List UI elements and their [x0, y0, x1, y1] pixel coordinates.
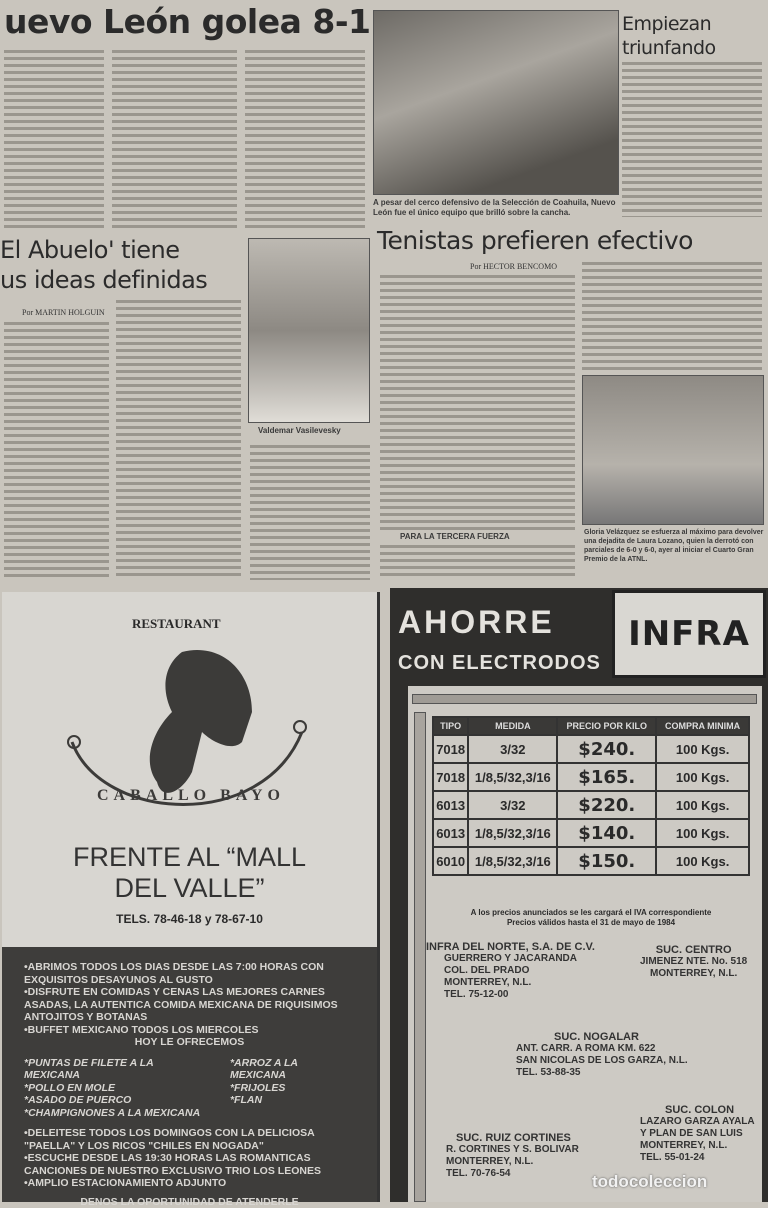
price-note [432, 908, 750, 928]
branch-line: TEL. 55-01-24 [640, 1152, 755, 1164]
article-body-text [245, 50, 365, 230]
restaurant-ad [2, 592, 380, 1202]
branch-line: MONTERREY, N.L. [640, 1140, 755, 1152]
table-row [433, 763, 749, 791]
abuelo-headline-line1: El Abuelo' tiene [0, 235, 207, 265]
article-body-text [4, 50, 104, 230]
branch-line: JIMENEZ NTE. No. 518 [640, 956, 747, 968]
side-headline-line1: Empiezan [622, 12, 716, 36]
price-table [432, 716, 750, 876]
cell: 100 Kgs. [656, 791, 749, 819]
col-header-minima: COMPRA MINIMA [656, 717, 749, 735]
cell: 1/8,5/32,3/16 [468, 819, 557, 847]
side-headline [622, 12, 716, 60]
restaurant-location [2, 842, 377, 904]
branch-colon [640, 1104, 755, 1164]
restaurant-phones: TELS. 78-46-18 y 78-67-10 [2, 912, 377, 926]
table-row [433, 791, 749, 819]
branch-line: ANT. CARR. A ROMA KM. 622 [516, 1043, 688, 1055]
tennis-photo-caption: Gloria Velázquez se esfuerza al máximo para devolver una dejadita de Laura Lozano, quien la derrotó con parciales de 6-0 y 6-0, ayer al iniciar el Cuarto Gran Premio de la ATNL. [584, 528, 764, 564]
closing-line: DENOS LA OPORTUNIDAD DE ATENDERLE [24, 1196, 355, 1208]
table-row [433, 819, 749, 847]
infra-title: AHORRE [398, 604, 555, 641]
tenis-subhead: PARA LA TERCERA FUERZA [400, 532, 510, 542]
restaurant-label: RESTAURANT [132, 616, 221, 632]
table-row [433, 735, 749, 763]
branch-name: SUC. NOGALAR [516, 1031, 688, 1043]
cell: 7018 [433, 735, 468, 763]
cell: 100 Kgs. [656, 735, 749, 763]
menu-item: *PUNTAS DE FILETE A LA MEXICANA [24, 1057, 210, 1082]
article-body-text [582, 262, 762, 372]
branch-line: LAZARO GARZA AYALA [640, 1116, 755, 1128]
portrait-photo-caption: Valdemar Vasilevesky [258, 426, 341, 436]
menu-item: *ASADO DE PUERCO [24, 1094, 210, 1107]
abuelo-headline-line2: us ideas definidas [0, 265, 207, 295]
branch-line: TEL. 53-88-35 [516, 1067, 688, 1079]
branch-line: MONTERREY, N.L. [446, 1156, 579, 1168]
infra-subtitle: CON ELECTRODOS [398, 652, 601, 675]
cell: 6013 [433, 791, 468, 819]
branch-line: TEL. 70-76-54 [446, 1168, 579, 1180]
tenis-byline: Por HECTOR BENCOMO [470, 262, 557, 271]
col-header-precio: PRECIO POR KILO [557, 717, 656, 735]
restaurant-features-panel [2, 947, 377, 1202]
branch-name: SUC. CENTRO [640, 944, 747, 956]
table-row [433, 847, 749, 875]
price-note-line1: A los precios anunciados se les cargará el IVA correspondiente [432, 908, 750, 918]
cell: 1/8,5/32,3/16 [468, 847, 557, 875]
cell: 100 Kgs. [656, 819, 749, 847]
soccer-photo [373, 10, 619, 195]
cell: $220. [557, 791, 656, 819]
tenis-headline: Tenistas prefieren efectivo [377, 226, 693, 255]
branch-line: GUERRERO Y JACARANDA [444, 953, 595, 965]
location-line1: FRENTE AL “MALL [2, 842, 377, 873]
cell: $165. [557, 763, 656, 791]
feature-2: •DISFRUTE EN COMIDAS Y CENAS LAS MEJORES CARNES ASADAS, LA AUTENTICA COMIDA MEXICANA DE RIQUISIMOS ANTOJITOS Y BOTANAS [24, 986, 355, 1024]
article-body-text [4, 322, 109, 580]
menu-item: *ARROZ A LA MEXICANA [230, 1057, 355, 1082]
article-body-text [116, 300, 241, 580]
branch-line: COL. DEL PRADO [444, 965, 595, 977]
col-header-medida: MEDIDA [468, 717, 557, 735]
menu-item: *FRIJOLES [230, 1082, 355, 1095]
cell: $240. [557, 735, 656, 763]
article-body-text [380, 545, 575, 580]
article-body-text [250, 445, 370, 580]
branch-line: MONTERREY, N.L. [640, 968, 747, 980]
offer-title: HOY LE OFRECEMOS [24, 1036, 355, 1049]
branch-line: MONTERREY, N.L. [444, 977, 595, 989]
branch-ruiz-cortines [446, 1132, 579, 1180]
watermark: todocoleccion [592, 1172, 707, 1192]
cell: 1/8,5/32,3/16 [468, 763, 557, 791]
cell: 6010 [433, 847, 468, 875]
infra-logo-text: INFRA [628, 614, 750, 654]
cell: 3/32 [468, 791, 557, 819]
price-note-line2: Precios válidos hasta el 31 de mayo de 1984 [432, 918, 750, 928]
cell: 7018 [433, 763, 468, 791]
branch-name: SUC. RUIZ CORTINES [446, 1132, 579, 1144]
extra-1: •DELEITESE TODOS LOS DOMINGOS CON LA DELICIOSA "PAELLA" Y LOS RICOS "CHILES EN NOGADA" [24, 1127, 355, 1152]
cell: $150. [557, 847, 656, 875]
menu-item: *CHAMPIGNONES A LA MEXICANA [24, 1107, 210, 1120]
electrode-horizontal-icon [412, 694, 757, 704]
location-line2: DEL VALLE” [2, 873, 377, 904]
branch-centro [640, 944, 747, 980]
branch-main [426, 941, 595, 1001]
infra-ad-body [408, 686, 762, 1202]
extra-2: •ESCUCHE DESDE LAS 19:30 HORAS LAS ROMANTICAS CANCIONES DE NUESTRO EXCLUSIVO TRIO LOS LEONES [24, 1152, 355, 1177]
menu-item: *FLAN [230, 1094, 355, 1107]
menu-item: *POLLO EN MOLE [24, 1082, 210, 1095]
cell: $140. [557, 819, 656, 847]
branch-line: R. CORTINES Y S. BOLIVAR [446, 1144, 579, 1156]
cell: 3/32 [468, 735, 557, 763]
soccer-photo-caption: A pesar del cerco defensivo de la Selección de Coahuila, Nuevo León fue el único equipo que brilló sobre la cancha. [373, 198, 619, 218]
abuelo-headline [0, 235, 207, 295]
article-body-text [380, 275, 575, 530]
side-headline-line2: triunfando [622, 36, 716, 60]
restaurant-name: CABALLO BAYO [97, 787, 285, 805]
abuelo-byline: Por MARTIN HOLGUIN [22, 308, 105, 317]
branch-line: Y PLAN DE SAN LUIS [640, 1128, 755, 1140]
infra-ad [390, 588, 768, 1202]
cell: 100 Kgs. [656, 847, 749, 875]
article-body-text [112, 50, 237, 230]
cell: 100 Kgs. [656, 763, 749, 791]
cell: 6013 [433, 819, 468, 847]
branch-name: SUC. COLON [640, 1104, 755, 1116]
feature-1: •ABRIMOS TODOS LOS DIAS DESDE LAS 7:00 HORAS CON EXQUISITOS DESAYUNOS AL GUSTO [24, 961, 355, 986]
branch-nogalar [516, 1031, 688, 1079]
branch-line: SAN NICOLAS DE LOS GARZA, N.L. [516, 1055, 688, 1067]
branch-name: INFRA DEL NORTE, S.A. DE C.V. [426, 941, 595, 953]
tennis-photo [582, 375, 764, 525]
infra-logo [612, 590, 766, 678]
branch-line: TEL. 75-12-00 [444, 989, 595, 1001]
electrode-vertical-icon [414, 712, 426, 1202]
main-headline: uevo León golea 8-1 [4, 2, 370, 41]
portrait-photo [248, 238, 370, 423]
extra-3: •AMPLIO ESTACIONAMIENTO ADJUNTO [24, 1177, 355, 1190]
article-body-text [622, 62, 762, 217]
feature-3: •BUFFET MEXICANO TODOS LOS MIERCOLES [24, 1024, 355, 1037]
col-header-tipo: TIPO [433, 717, 468, 735]
